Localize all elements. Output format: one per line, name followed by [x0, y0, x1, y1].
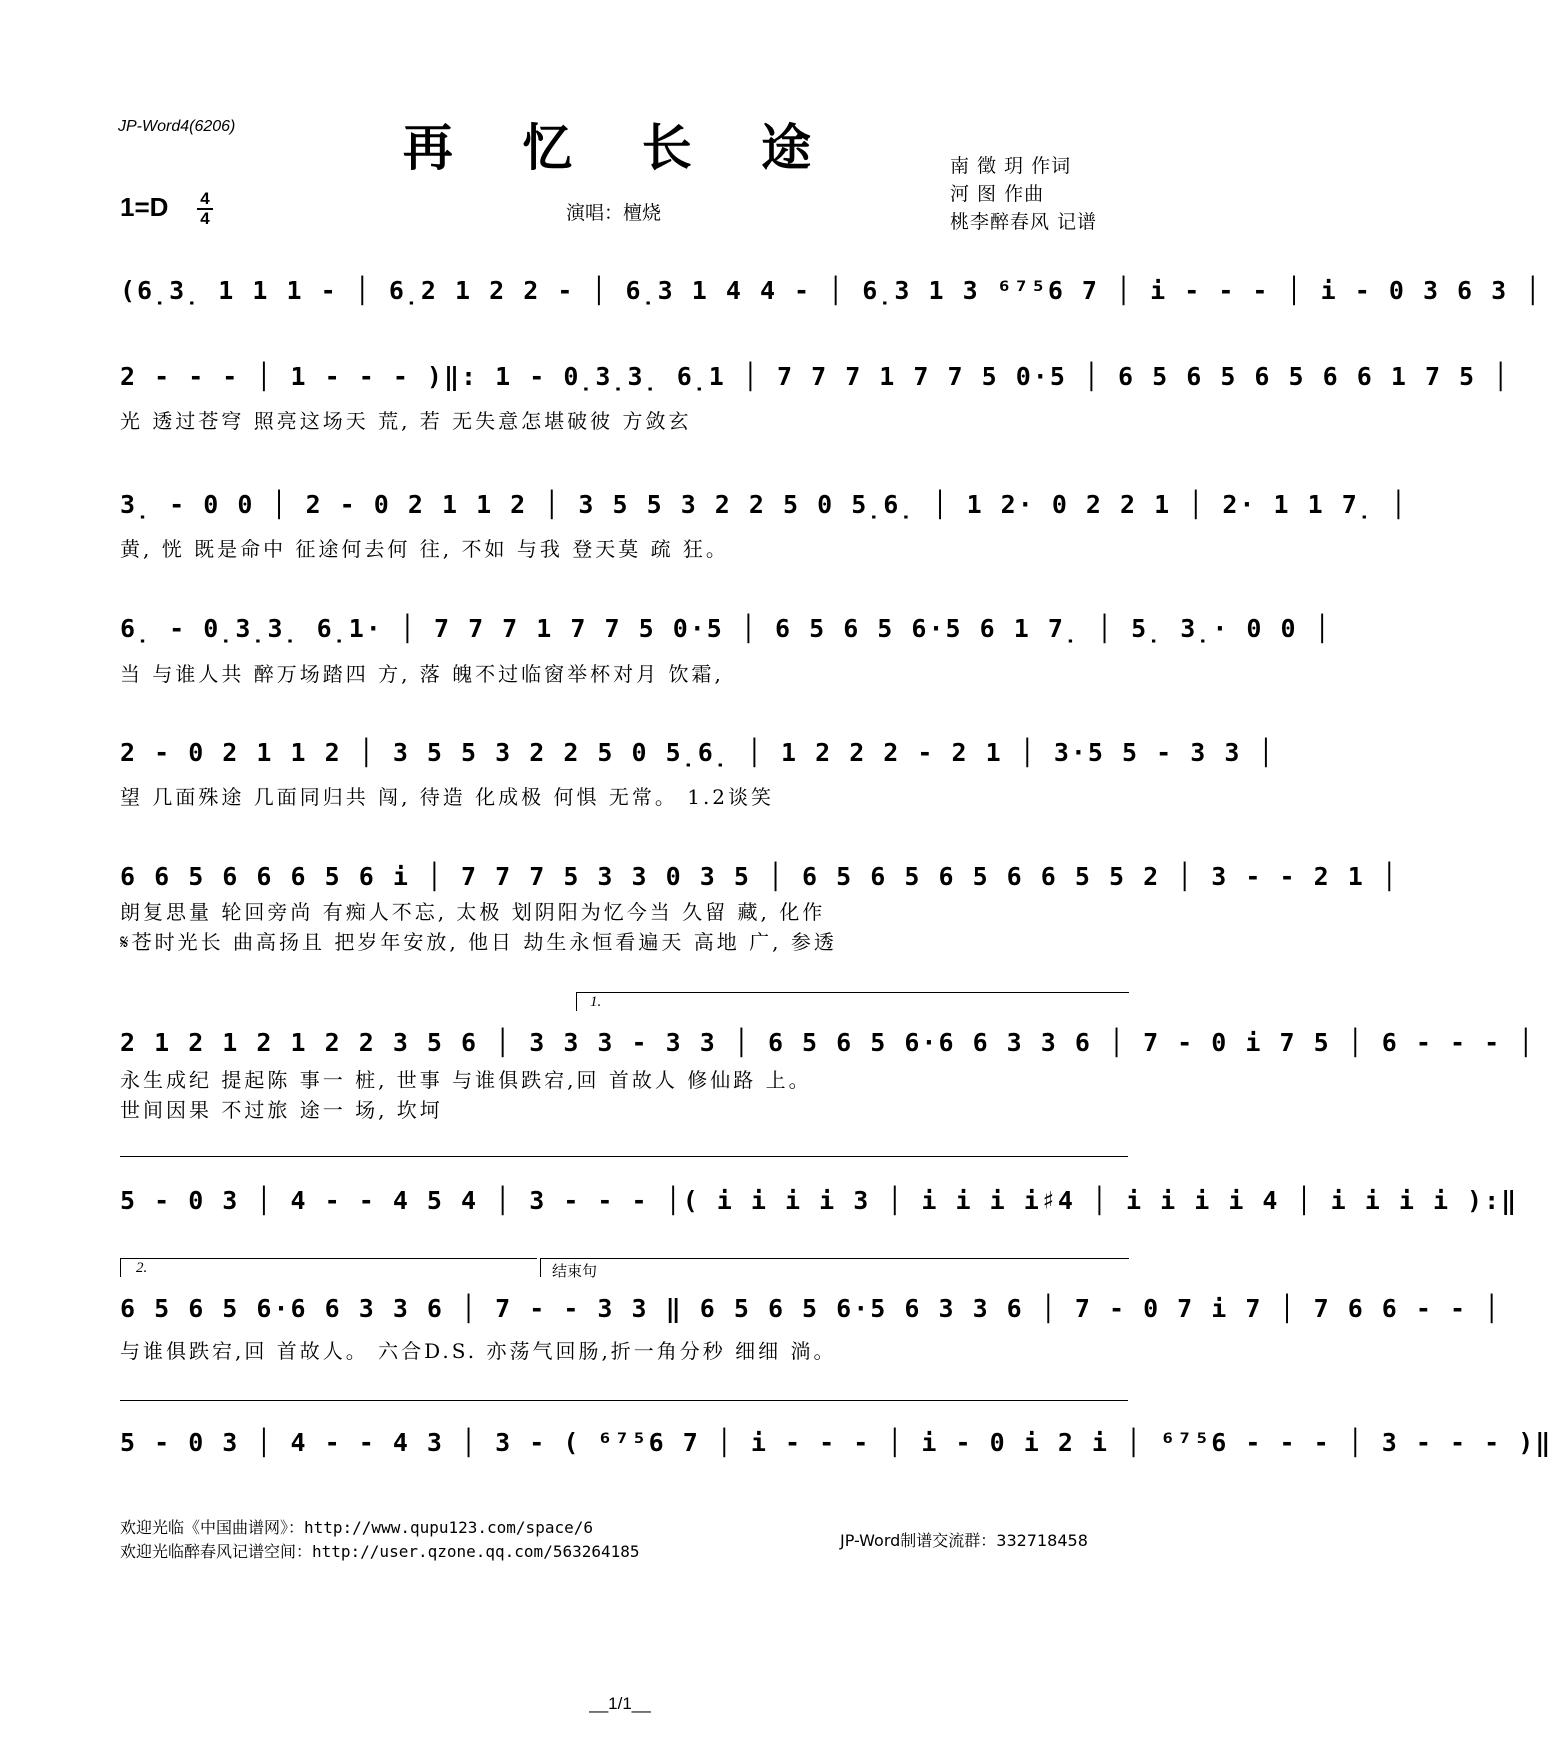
notation-line-8: 5 - 0 3 │ 4 - - 4 5 4 │ 3 - - - │( i i i i 3 │ i i i i♯4 │ i i i i 4 │ i i i i ):‖ [120, 1186, 1519, 1215]
first-ending-continuation-line [120, 1156, 1128, 1157]
notation-line-2: 2 - - - │ 1 - - - )‖: 1 - 0̣3̣3̣ 6̣1 │ 7 7 7 1 7 7 5 0·5 │ 6 5 6 5 6 5 6 6 1 7 5 │ [120, 362, 1511, 391]
transcriber-credit: 桃李醉春风 记谱 [950, 211, 1098, 233]
ending-continuation-line [120, 1400, 1128, 1401]
ending-phrase-bracket [540, 1258, 1129, 1277]
qq-group-info: JP-Word制谱交流群：332718458 [840, 1531, 1088, 1550]
second-ending-label: 2. [136, 1260, 148, 1276]
second-ending-bracket [120, 1258, 537, 1277]
lyric-line-6a: 朗复思量 轮回旁尚 有痴人不忘, 太极 划阴阳为忆今当 久留 藏, 化作 [120, 900, 826, 924]
notation-line-6: 6 6 5 6 6 6 5 6 i │ 7 7 7 5 3 3 0 3 5 │ 6 5 6 5 6 5 6 6 5 5 2 │ 3 - - 2 1 │ [120, 862, 1399, 891]
first-ending-label: 1. [590, 994, 602, 1010]
key-signature: 1=D [120, 192, 169, 222]
notation-line-4: 6̣ - 0̣3̣3̣ 6̣1· │ 7 7 7 1 7 7 5 0·5 │ 6 5 6 5 6·5 6 1 7̣ │ 5̣ 3̣· 0 0 │ [120, 614, 1332, 643]
ending-phrase-label: 结束句 [552, 1262, 598, 1280]
notation-line-9: 6 5 6 5 6·6 6 3 3 6 │ 7 - - 3 3 ‖ 6 5 6 5 6·5 6 3 3 6 │ 7 - 0 7 i 7 │ 7 6 6 - - │ [120, 1294, 1502, 1323]
time-signature-bottom: 4 [200, 209, 210, 228]
composer-credit: 河 图 作曲 [950, 183, 1045, 205]
lyric-line-2: 光 透过苍穹 照亮这场天 荒, 若 无失意怎堪破彼 方敛玄 [120, 409, 692, 433]
time-signature-top: 4 [200, 189, 210, 208]
footer-qzone-link[interactable]: 欢迎光临醉春风记谱空间：http://user.qzone.qq.com/563264185 [120, 1542, 640, 1561]
time-signature [195, 190, 215, 228]
notation-line-5: 2 - 0 2 1 1 2 │ 3 5 5 3 2 2 5 0 5̣6̣ │ 1 2 2 2 - 2 1 │ 3·5 5 - 3 3 │ [120, 738, 1276, 767]
lyric-line-4: 当 与谁人共 醉万场踏四 方, 落 魄不过临窗举杯对月 饮霜, [120, 662, 724, 686]
lyric-line-7a: 永生成纪 提起陈 事一 桩, 世事 与谁俱跌宕,回 首故人 修仙路 上。 [120, 1068, 812, 1092]
credits-block [950, 152, 1097, 236]
song-title: 再 忆 长 途 [402, 118, 838, 177]
notation-line-10: 5 - 0 3 │ 4 - - 4 3 │ 3 - ( ⁶⁷⁵6 7 │ i - - - │ i - 0 i 2 i │ ⁶⁷⁵6 - - - │ 3 - - - )‖ [120, 1428, 1552, 1457]
lyric-line-6b: 𝄋苍时光长 曲高扬且 把岁年安放, 他日 劫生永恒看遍天 高地 广, 参透 [120, 930, 837, 954]
lyric-line-9: 与谁俱跌宕,回 首故人。 六合D.S. 亦荡气回肠,折一角分秒 细细 淌。 [120, 1339, 837, 1363]
notation-line-1: (6̣3̣ 1 1 1 - │ 6̣2 1 2 2 - │ 6̣3 1 4 4 - │ 6̣3 1 3 ⁶⁷⁵6 7 │ i - - - │ i - 0 3 6 3 │ [120, 276, 1543, 305]
notation-line-3: 3̣ - 0 0 │ 2 - 0 2 1 1 2 │ 3 5 5 3 2 2 5 0 5̣6̣ │ 1 2· 0 2 2 1 │ 2· 1 1 7̣ │ [120, 490, 1408, 519]
footer-links [120, 1516, 640, 1564]
lyric-line-7b: 世间因果 不过旅 途一 场, 坎坷 [120, 1098, 443, 1122]
footer-site-link[interactable]: 欢迎光临《中国曲谱网》：http://www.qupu123.com/space/6 [120, 1518, 593, 1537]
lyric-line-3: 黄, 恍 既是命中 征途何去何 往, 不如 与我 登天莫 疏 狂。 [120, 537, 729, 561]
first-ending-bracket [576, 992, 1129, 1011]
lyricist-credit: 南 徵 玥 作词 [950, 155, 1072, 177]
notation-line-7: 2 1 2 1 2 1 2 2 3 5 6 │ 3 3 3 - 3 3 │ 6 5 6 5 6·6 6 3 3 6 │ 7 - 0 i 7 5 │ 6 - - - │ [120, 1028, 1536, 1057]
page-number: __1/1__ [589, 1694, 651, 1713]
singer-credit: 演唱：檀烧 [566, 202, 662, 224]
lyric-line-5: 望 几面殊途 几面同归共 闯, 待造 化成极 何惧 无常。 1.2谈笑 [120, 785, 775, 809]
software-tag: JP-Word4(6206) [118, 118, 236, 135]
